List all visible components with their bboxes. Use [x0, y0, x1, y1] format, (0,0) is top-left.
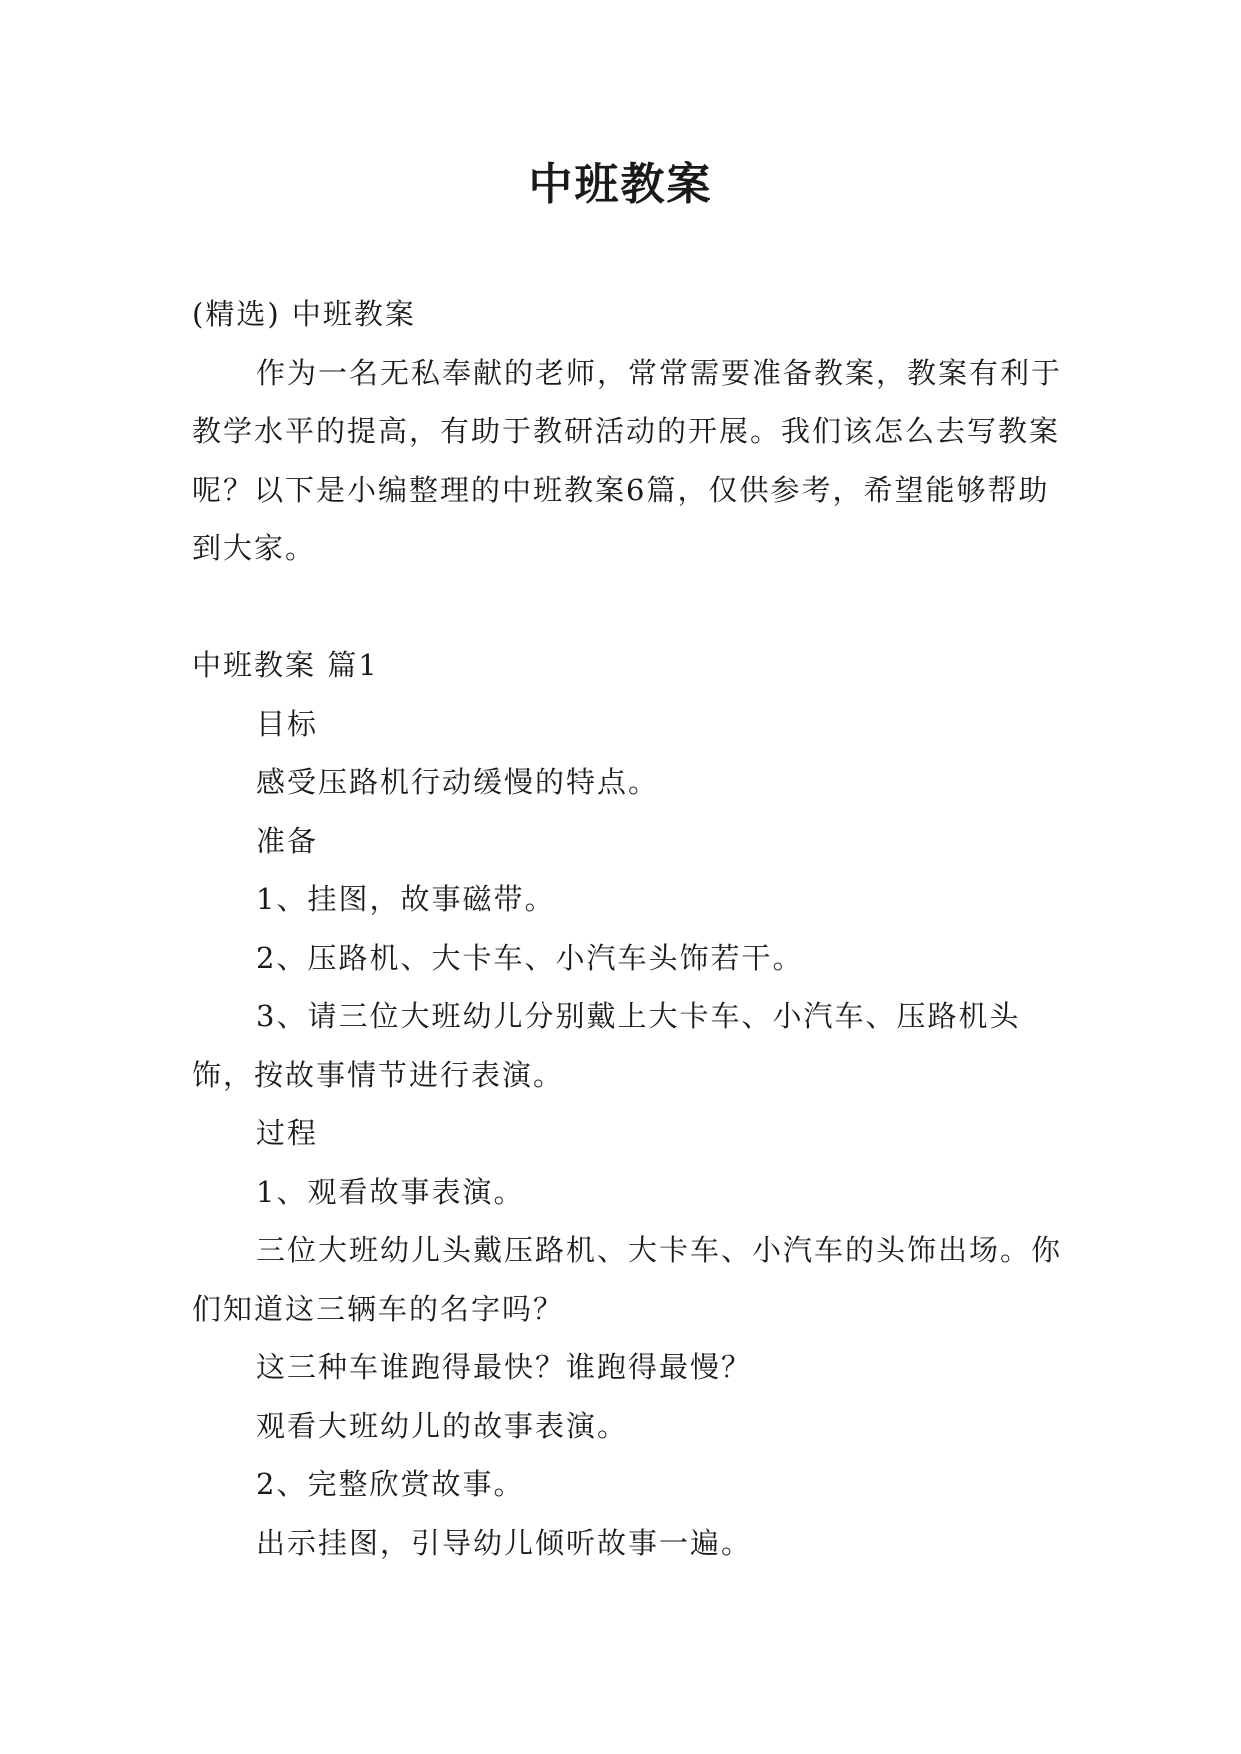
body-paragraph: 感受压路机行动缓慢的特点。 [256, 765, 660, 799]
body-paragraph: 准备 [256, 823, 319, 858]
body-paragraph: 三位大班幼儿头戴压路机、大卡车、小汽车的头饰出场。你们知道这三辆车的名字吗？ [192, 1233, 1063, 1326]
body-paragraph: 这三种车谁跑得最快？谁跑得最慢？ [256, 1350, 753, 1384]
body-paragraph: 2、完整欣赏故事。 [256, 1467, 525, 1501]
body-paragraph: 目标 [256, 706, 319, 741]
document-body [192, 285, 1072, 1572]
body-paragraph: 2、压路机、大卡车、小汽车头饰若干。 [256, 940, 804, 975]
body-paragraph: 观看大班幼儿的故事表演。 [256, 1408, 629, 1443]
body-paragraph: 3、请三位大班幼儿分别戴上大卡车、小汽车、压路机头饰，按故事情节进行表演。 [192, 999, 1021, 1092]
body-paragraph: 1、挂图，故事磁带。 [256, 882, 556, 916]
intro-paragraph: 作为一名无私奉献的老师，常常需要准备教案，教案有利于教学水平的提高，有助于教研活动的开展。我们该怎么去写教案呢？以下是小编整理的中班教案6篇，仅供参考，希望能够帮助到大家。 [192, 355, 1063, 565]
spacer [192, 578, 1072, 637]
document-title: 中班教案 [528, 159, 713, 210]
body-paragraph: 出示挂图，引导幼儿倾听故事一遍。 [256, 1525, 753, 1560]
document-subtitle: (精选) 中班教案 [192, 297, 416, 331]
body-paragraph: 1、观看故事表演。 [256, 1174, 525, 1209]
body-paragraph: 过程 [256, 1116, 319, 1150]
section-heading: 中班教案 篇1 [192, 648, 379, 682]
